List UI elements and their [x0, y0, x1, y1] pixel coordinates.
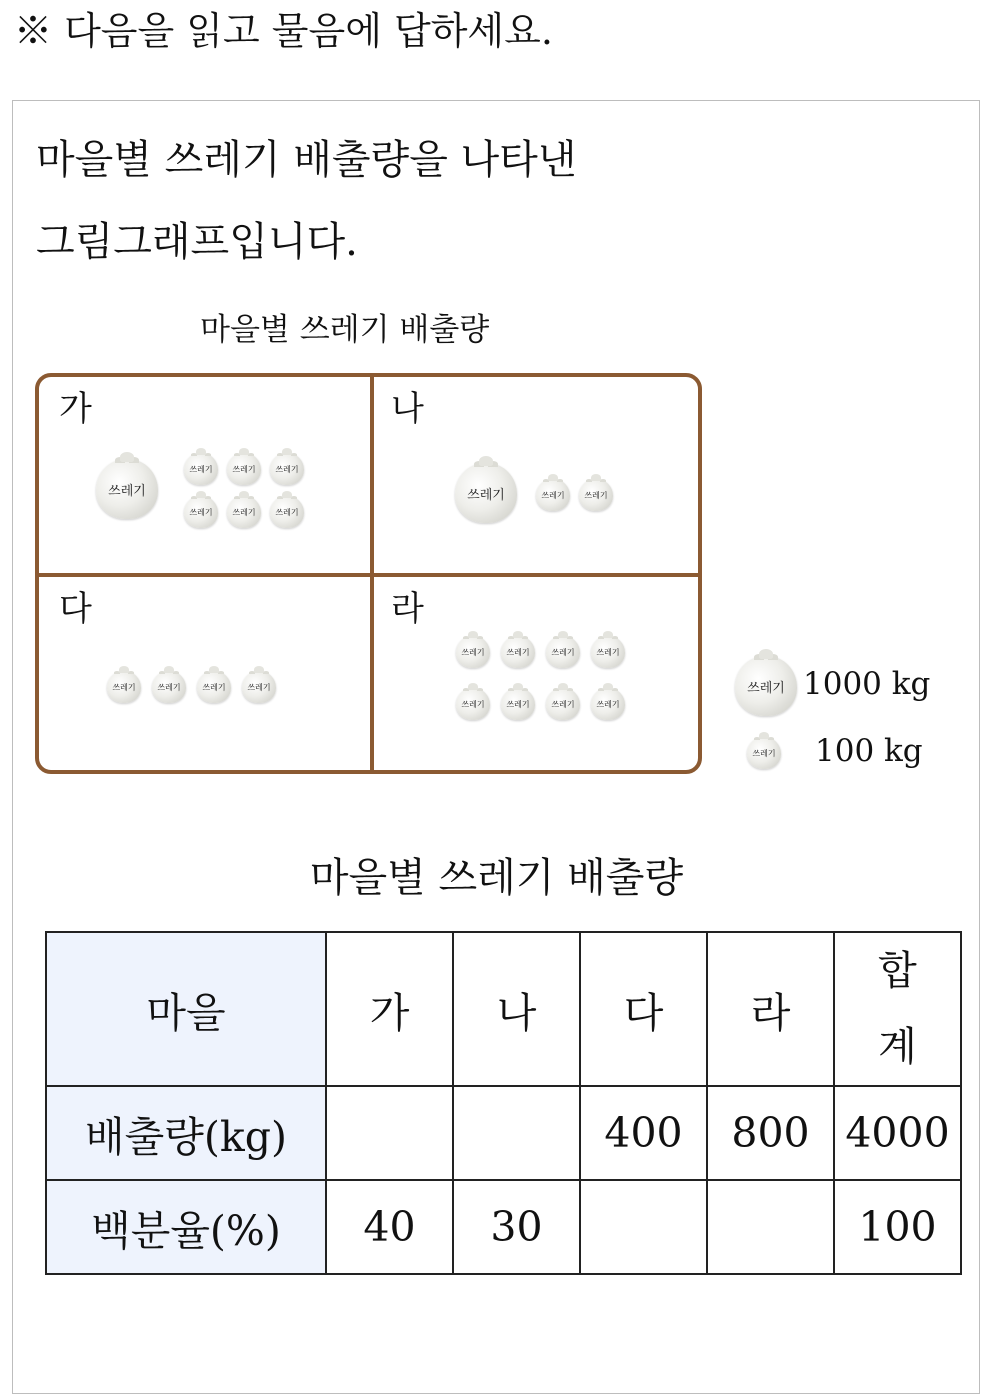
cell-label-ga: 가: [59, 389, 92, 429]
cell-label-da: 다: [59, 589, 92, 629]
small-trash-bag-icon: [456, 688, 490, 720]
big-trash-bag-icon: [96, 459, 158, 519]
small-trash-bag-icon: [501, 636, 535, 668]
legend-small-bag-icon: [747, 737, 781, 769]
bag-label: 쓰레기: [596, 699, 620, 709]
bag-label: 쓰레기: [461, 647, 485, 657]
bag-label: 쓰레기: [202, 682, 226, 692]
small-trash-bag-icon: [227, 453, 261, 485]
table-cell: [580, 1180, 707, 1274]
table-cell: [326, 1086, 453, 1180]
legend-big-value: 1000 kg: [803, 666, 931, 702]
small-trash-bag-icon: [501, 688, 535, 720]
table-cell-total: 4000: [834, 1086, 961, 1180]
header-village-ga: 가: [326, 932, 453, 1086]
small-trash-bag-icon: [270, 453, 304, 485]
table-cell: 40: [326, 1180, 453, 1274]
small-trash-bag-icon: [270, 496, 304, 528]
intro-line-1: 마을별 쓰레기 배출량을 나타낸: [36, 137, 577, 183]
table-cell: 30: [453, 1180, 580, 1274]
header-village-da: 다: [580, 932, 707, 1086]
legend-small-value: 100 kg: [815, 733, 923, 769]
small-trash-bag-icon: [184, 453, 218, 485]
small-trash-bag-icon: [546, 688, 580, 720]
table-row-amount: [46, 1086, 961, 1180]
bag-label: 쓰레기: [467, 487, 505, 503]
bag-label: 쓰레기: [752, 748, 776, 758]
small-trash-bag-icon: [579, 479, 613, 511]
bag-label: 쓰레기: [108, 483, 146, 499]
bag-label: 쓰레기: [247, 682, 271, 692]
bag-label: 쓰레기: [584, 490, 608, 500]
bag-label: 쓰레기: [189, 507, 213, 517]
cell-label-ra: 라: [391, 589, 424, 629]
small-trash-bag-icon: [184, 496, 218, 528]
table-cell: [707, 1180, 834, 1274]
header-village-na: 나: [453, 932, 580, 1086]
intro-line-2: 그림그래프입니다.: [36, 219, 358, 265]
bag-label: 쓰레기: [551, 699, 575, 709]
small-trash-bag-icon: [536, 479, 570, 511]
table-cell: 400: [580, 1086, 707, 1180]
bag-label: 쓰레기: [232, 507, 256, 517]
table-title: 마을별 쓰레기 배출량: [309, 855, 684, 901]
bag-label: 쓰레기: [232, 464, 256, 474]
instruction-text: ※ 다음을 읽고 물음에 답하세요.: [14, 9, 553, 53]
bag-label: 쓰레기: [275, 464, 299, 474]
pictograph-title: 마을별 쓰레기 배출량: [200, 312, 490, 348]
small-trash-bag-icon: [591, 636, 625, 668]
header-total: [834, 932, 961, 1086]
small-trash-bag-icon: [456, 636, 490, 668]
bag-label: 쓰레기: [275, 507, 299, 517]
row-label-percent: 백분율(%): [46, 1180, 326, 1274]
big-trash-bag-icon: [455, 463, 517, 523]
small-trash-bag-icon: [242, 671, 276, 703]
bag-label: 쓰레기: [461, 699, 485, 709]
pictograph-grid: [35, 373, 702, 774]
cell-village-na: [374, 377, 698, 573]
data-table: [45, 931, 962, 1275]
cell-village-da: [39, 577, 370, 770]
small-trash-bag-icon: [152, 671, 186, 703]
bag-label: 쓰레기: [541, 490, 565, 500]
small-trash-bag-icon: [227, 496, 261, 528]
bag-label: 쓰레기: [596, 647, 620, 657]
bag-label: 쓰레기: [551, 647, 575, 657]
small-trash-bag-icon: [546, 636, 580, 668]
header-village-ra: 라: [707, 932, 834, 1086]
bag-label: 쓰레기: [157, 682, 181, 692]
header-total-line2: 계: [878, 1024, 917, 1070]
cell-village-ga: [39, 377, 370, 573]
table-cell: [453, 1086, 580, 1180]
bag-label: 쓰레기: [747, 680, 785, 696]
bag-label: 쓰레기: [112, 682, 136, 692]
bag-label: 쓰레기: [189, 464, 213, 474]
small-trash-bag-icon: [107, 671, 141, 703]
table-cell-total: 100: [834, 1180, 961, 1274]
table-row-percent: [46, 1180, 961, 1274]
row-label-amount: 배출량(kg): [46, 1086, 326, 1180]
cell-label-na: 나: [391, 389, 424, 429]
cell-village-ra: [374, 577, 698, 770]
table-cell: 800: [707, 1086, 834, 1180]
table-header-row: [46, 932, 961, 1086]
legend-big-bag-icon: [735, 656, 797, 716]
small-trash-bag-icon: [591, 688, 625, 720]
bag-label: 쓰레기: [506, 699, 530, 709]
bag-label: 쓰레기: [506, 647, 530, 657]
header-total-line1: 합: [878, 948, 917, 994]
header-village-label: 마을: [46, 932, 326, 1086]
small-trash-bag-icon: [197, 671, 231, 703]
